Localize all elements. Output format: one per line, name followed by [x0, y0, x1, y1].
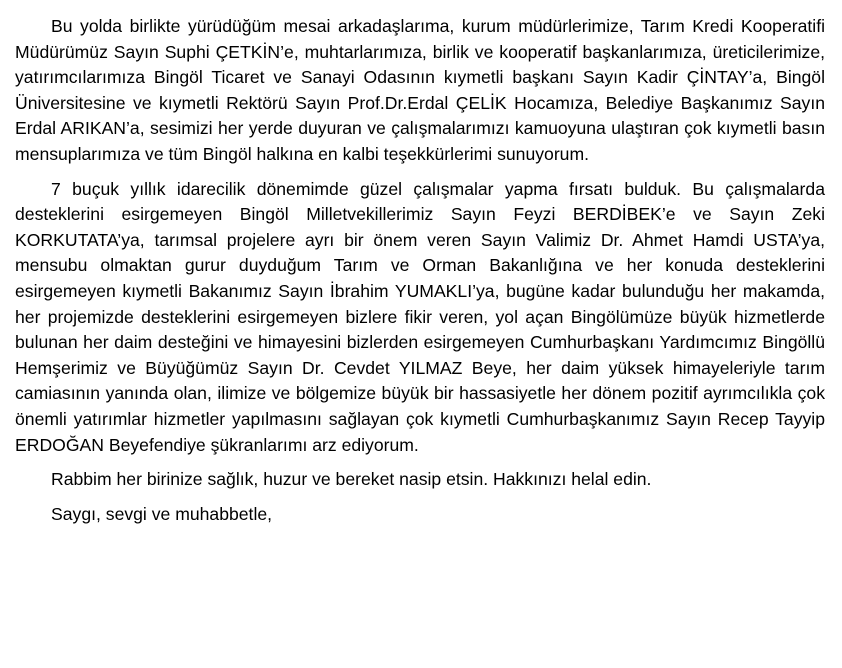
document-page — [15, 14, 825, 527]
paragraph-closing: Saygı, sevgi ve muhabbetle, — [51, 503, 273, 524]
paragraph-blessing: Rabbim her birinize sağlık, huzur ve bereket nasip etsin. Hakkınızı helal edin. — [51, 469, 652, 490]
paragraph-gratitude: 7 buçuk yıllık idarecilik dönemimde güzel çalışmalar yapma fırsatı bulduk. Bu çalışmalarda desteklerini esirgemeyen Bingöl Milletvekillerimiz Sayın Feyzi BERDİBEK’e ve Sayın Zeki KORKUTATA’ya, tarımsal projelere ayrı bir önem veren Sayın Valimiz Dr. Ahmet Hamdi USTA’ya, mensubu olmaktan gurur duyduğum Tarım ve Orman Bakanlığına ve her konuda desteklerini esirgemeyen kıymetli Bakanımız Sayın İbrahim YUMAKLI’ya, bugüne kadar bulunduğu her makamda, her projemizde desteklerini esirgemeyen bizlere fikir veren, yol açan Bingölümüze büyük hizmetlerde bulunan her daim desteğini ve himayesini bizlerden esirgemeyen Cumhurbaşkanı Yardımcımız Bingöllü Hemşerimiz ve Büyüğümüz Sayın Dr. Cevdet YILMAZ Beye, her daim yüksek himayeleriyle tarım camiasının yanında olan, ilimize ve bölgemize büyük bir hassasiyetle her dönem pozitif ayrımcılıkla çok önemli yatırımlar hizmetler yapılmasını sağlayan çok kıymetli Cumhurbaşkanımız Sayın Recep Tayyip ERDOĞAN Beyefendiye şükranlarımı arz ediyorum. — [15, 178, 825, 455]
paragraph-thanks: Bu yolda birlikte yürüdüğüm mesai arkadaşlarıma, kurum müdürlerimize, Tarım Kredi Kooperatifi Müdürümüz Sayın Suphi ÇETKİN’e, muhtarlarımıza, birlik ve kooperatif başkanlarımıza, üreticilerimize, yatırımcılarımıza Bingöl Ticaret ve Sanayi Odasının kıymetli başkanı Sayın Kadir ÇİNTAY’a, Bingöl Üniversitesine ve kıymetli Rektörü Sayın Prof.Dr.Erdal ÇELİK Hocamıza, Belediye Başkanımız Sayın Erdal ARIKAN’a, sesimizi her yerde duyuran ve çalışmalarımızı kamuoyuna ulaştıran çok kıymetli basın mensuplarımıza ve tüm Bingöl halkına en kalbi teşekkürlerimi sunuyorum. — [15, 16, 825, 164]
